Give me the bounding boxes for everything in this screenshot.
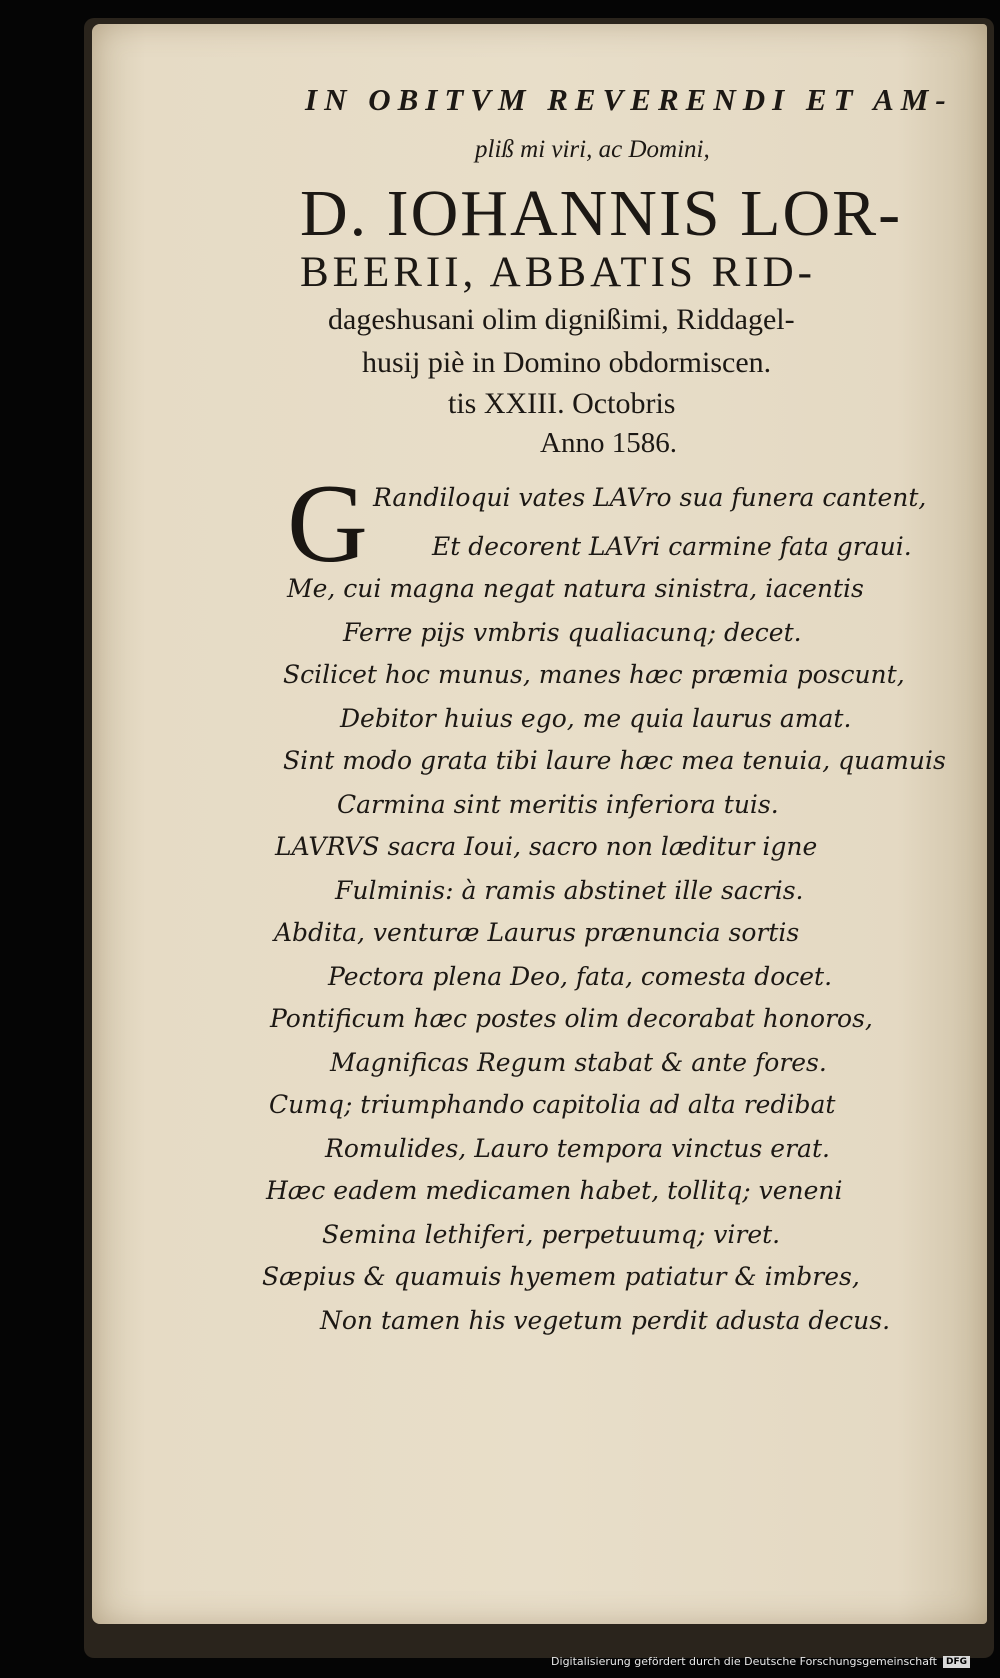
dfg-logo: DFG <box>943 1656 970 1668</box>
verse-line: Randiloqui vates LAVro sua funera cantent, <box>373 483 927 512</box>
verse-line: Non tamen his vegetum perdit adusta decus. <box>320 1306 891 1335</box>
verse-line: Scilicet hoc munus, manes hæc præmia poscunt, <box>283 660 905 689</box>
verse-line: Sæpius & quamuis hyemem patiatur & imbres, <box>262 1262 860 1291</box>
heading-text-line: dageshusani olim dignißimi, Riddagel- <box>328 303 795 336</box>
verse-line: LAVRVS sacra Ioui, sacro non læditur igne <box>275 832 818 861</box>
digitization-credit <box>551 1655 970 1668</box>
verse-line: Sint modo grata tibi laure hæc mea tenuia, quamuis <box>283 746 946 775</box>
drop-cap-initial: G <box>287 462 368 586</box>
verse-line: Pontificum hæc postes olim decorabat honoros, <box>270 1004 873 1033</box>
verse-line: Abdita, venturæ Laurus prænuncia sortis <box>274 918 800 947</box>
heading-title-line: IN OBITVM REVERENDI ET AM- <box>305 82 953 117</box>
verse-line: Ferre pijs vmbris qualiacunq; decet. <box>343 618 802 647</box>
heading-abbot-line: BEERII, ABBATIS RID- <box>300 249 816 296</box>
credit-text: Digitalisierung gefördert durch die Deutsche Forschungsgemeinschaft <box>551 1655 937 1668</box>
heading-text-line: husij piè in Domino obdormiscen. <box>362 346 772 379</box>
verse-line: Carmina sint meritis inferiora tuis. <box>337 790 779 819</box>
heading-date-line: tis XXIII. Octobris <box>448 387 676 420</box>
verse-line: Pectora plena Deo, fata, comesta docet. <box>328 962 833 991</box>
verse-line: Debitor huius ego, me quia laurus amat. <box>340 704 852 733</box>
verse-line: Magnificas Regum stabat & ante fores. <box>330 1048 827 1077</box>
verse-line: Et decorent LAVri carmine fata graui. <box>432 532 912 561</box>
heading-year-line: Anno 1586. <box>540 427 677 459</box>
verse-line: Me, cui magna negat natura sinistra, iacentis <box>287 574 864 603</box>
verse-line: Semina lethiferi, perpetuumq; viret. <box>322 1220 781 1249</box>
heading-subtitle-line: pliß mi viri, ac Domini, <box>475 136 710 163</box>
verse-line: Romulides, Lauro tempora vinctus erat. <box>325 1134 830 1163</box>
verse-line: Cumq; triumphando capitolia ad alta redibat <box>269 1090 836 1119</box>
verse-line: Hæc eadem medicamen habet, tollitq; veneni <box>266 1176 843 1205</box>
heading-name-line: D. IOHANNIS LOR- <box>300 177 903 250</box>
verse-line: Fulminis: à ramis abstinet ille sacris. <box>335 876 804 905</box>
